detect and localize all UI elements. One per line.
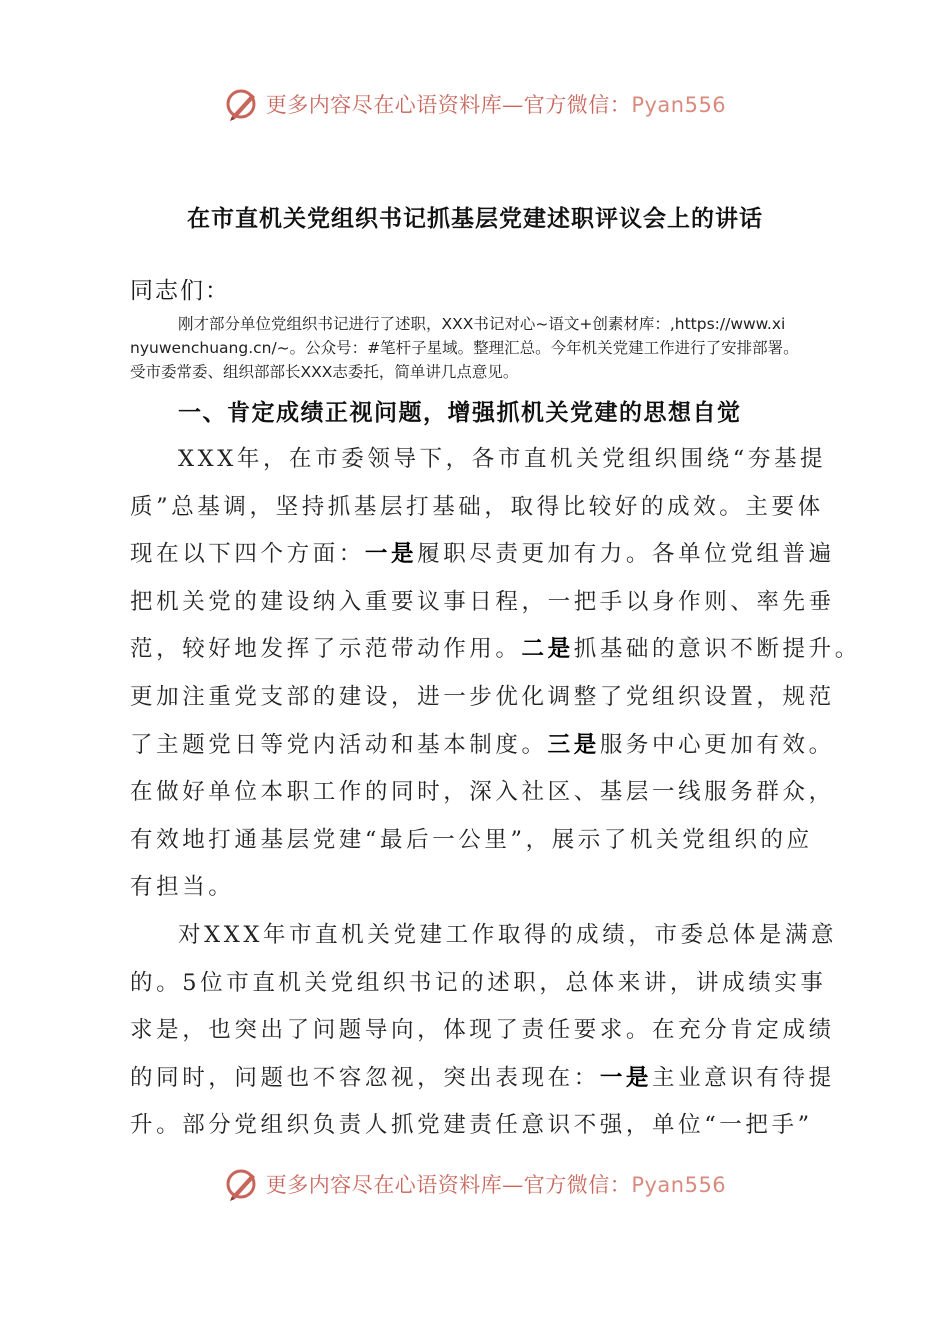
header-watermark-banner [0, 84, 950, 124]
pen-logo-icon [224, 1166, 260, 1202]
body-text [130, 436, 861, 1150]
body-line: 范，较好地发挥了示范带动作用。二是抓基础的意识不断提升。 [130, 636, 861, 663]
footer-watermark-banner [0, 1164, 950, 1204]
intro-line: 刚才部分单位党组织书记进行了述职，XXX书记对心~语文+创素材库：,https://www.xi [178, 315, 786, 333]
body-line: 的同时，问题也不容忽视，突出表现在：一是主业意识有待提 [130, 1064, 835, 1091]
body-line: 的。5位市直机关党组织书记的述职，总体来讲，讲成绩实事 [130, 969, 827, 996]
banner-text: 更多内容尽在心语资料库—官方微信：Pyan556 [265, 93, 727, 117]
greeting: 同志们： [130, 278, 230, 304]
banner-text: 更多内容尽在心语资料库—官方微信：Pyan556 [265, 1173, 727, 1197]
intro-line: nyuwenchuang.cn/~。公众号：#笔杆子星域。整理汇总。今年机关党建工作进行了安排部署。 [130, 339, 799, 357]
pen-logo-icon [224, 86, 260, 122]
body-line: 对XXX年市直机关党建工作取得的成绩，市委总体是满意 [178, 921, 838, 948]
body-line: 更加注重党支部的建设，进一步优化调整了党组织设置，规范 [130, 683, 835, 710]
intro-line: 受市委常委、组织部部长XXX志委托，简单讲几点意见。 [130, 363, 519, 381]
body-line: XXX年，在市委领导下，各市直机关党组织围绕“夯基提 [178, 446, 827, 472]
body-line: 了主题党日等党内活动和基本制度。三是服务中心更加有效。 [130, 731, 835, 758]
body-line: 在做好单位本职工作的同时，深入社区、基层一线服务群众， [130, 779, 835, 806]
body-line: 升。部分党组织负责人抓党建责任意识不强，单位“一把手” [130, 1112, 813, 1139]
body-line: 现在以下四个方面：一是履职尽责更加有力。各单位党组普遍 [130, 541, 835, 568]
body-line: 有效地打通基层党建“最后一公里”，展示了机关党组织的应 [130, 826, 813, 853]
section-heading: 一、肯定成绩正视问题，增强抓机关党建的思想自觉 [178, 399, 742, 426]
body-line: 质”总基调，坚持抓基层打基础，取得比较好的成效。主要体 [130, 493, 824, 520]
document-title: 在市直机关党组织书记抓基层党建述职评议会上的讲话 [187, 205, 763, 232]
intro-paragraph [130, 312, 840, 384]
body-line: 求是，也突出了问题导向，体现了责任要求。在充分肯定成绩 [130, 1017, 835, 1044]
body-line: 把机关党的建设纳入重要议事日程，一把手以身作则、率先垂 [130, 588, 835, 615]
body-line: 有担当。 [130, 874, 235, 901]
